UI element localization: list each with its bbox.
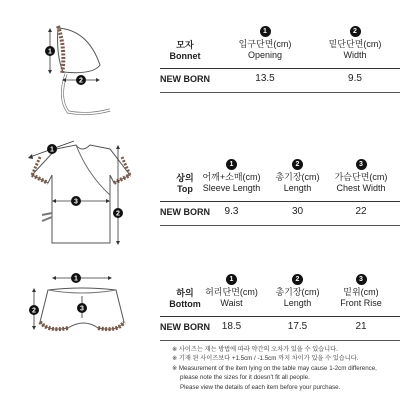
top-col-2-en: Length [283,183,312,193]
bottom-col-1-en: Waist [220,298,243,308]
top-value-chest: 22 [355,206,367,217]
bottom-col-2-ko: 총기장(cm) [275,287,320,297]
bottom-col-1-badge: 1 [226,274,237,285]
bottom-col-1-ko: 허리단면(cm) [205,287,258,297]
top-category-ko: 상의 [176,173,194,183]
bottom-col-3-badge: 3 [356,274,367,285]
bottom-value-length: 17.5 [287,321,308,332]
note-line-5: Please view the details of each item before your purchase. [180,383,341,391]
bottom-col-3-ko: 밑위(cm) [343,287,379,297]
bottom-mark-1: 1 [74,275,78,283]
bottom-col-2-en: Length [283,298,312,308]
bottom-mark-2: 2 [32,307,36,315]
bonnet-category [160,40,210,62]
bonnet-illustration [18,20,138,120]
top-mark-1: 1 [50,146,54,154]
bottom-col-rise [322,274,400,309]
bonnet-category-ko: 모자 [176,40,194,50]
top-row-label: NEW BORN [160,207,210,217]
top-col-3-ko: 가슴단면(cm) [334,172,388,182]
top-col-3-badge: 3 [356,159,367,170]
bonnet-rule-bottom [160,92,400,93]
bonnet-value-opening: 13.5 [255,73,275,84]
top-mark-3: 3 [74,198,78,206]
bottom-illustration [18,268,138,348]
bottom-rule-top [160,316,400,317]
top-value-length: 30 [291,206,304,217]
top-col-2-ko: 총기장(cm) [275,172,320,182]
bottom-value-waist: 18.5 [221,321,242,332]
note-line-4: please note the sizes for it doesn't fit all people. [180,374,310,382]
bonnet-col-1-badge: 1 [260,26,271,37]
top-col-1-badge: 1 [226,159,237,170]
bottom-category-ko: 하의 [176,288,194,298]
top-shape [32,145,130,243]
bonnet-rule-top [160,68,400,69]
bonnet-col-2-ko: 밑단단면(cm) [328,39,382,49]
top-col-1-en: Sleeve Length [202,183,261,193]
bottom-col-3-en: Front Rise [340,298,382,308]
bonnet-category-en: Bonnet [169,51,201,61]
bottom-col-2-badge: 2 [292,274,303,285]
bonnet-col-width [310,26,400,61]
bonnet-section [0,20,416,130]
top-section [0,135,416,260]
top-mark-2: 2 [116,210,120,218]
bottom-table-header [160,274,400,312]
top-col-2-badge: 2 [292,159,303,170]
bottom-col-waist [194,274,269,309]
bonnet-mark-1: 1 [48,48,52,56]
note-line-1: ※ 사이즈는 재는 방법에 따라 약간의 오차가 있을 수 있습니다. [172,346,338,353]
top-rule-bottom [160,225,400,226]
top-col-chest [322,159,400,194]
top-value-sleeve: 9.3 [224,206,239,217]
size-notes [172,345,412,392]
bonnet-col-2-en: Width [343,50,367,60]
bottom-row-label: NEW BORN [160,322,210,332]
bottom-mark-3: 3 [80,305,84,313]
bottom-value-rise: 21 [355,321,367,332]
bonnet-col-2-badge: 2 [350,26,361,37]
top-rule-top [160,201,400,202]
note-line-2: ※ 기재 된 사이즈보다 +1.5cm / -1.5cm 까지 차이가 있을 수 있습니다. [172,355,359,363]
bonnet-col-opening [220,26,310,61]
bonnet-mark-2: 2 [79,77,83,85]
top-illustration [18,135,138,255]
bonnet-col-1-en: Opening [247,50,283,60]
top-col-1-ko: 어깨+소매(cm) [202,172,261,182]
bottom-rule-bottom [160,340,400,341]
bottom-section [0,268,416,348]
top-col-3-en: Chest Width [336,183,386,193]
top-category-en: Top [177,184,193,194]
top-table-header [160,159,400,197]
bonnet-value-width: 9.5 [348,73,362,84]
top-col-sleeve [194,159,269,194]
bonnet-row-label: NEW BORN [160,74,210,84]
note-line-3: ※ Measurement of the item lying on the table may cause 1-2cm difference, [172,364,377,372]
bonnet-col-1-ko: 입구단면(cm) [238,39,292,49]
bonnet-table-header [160,26,400,64]
bottom-category-en: Bottom [169,299,201,309]
